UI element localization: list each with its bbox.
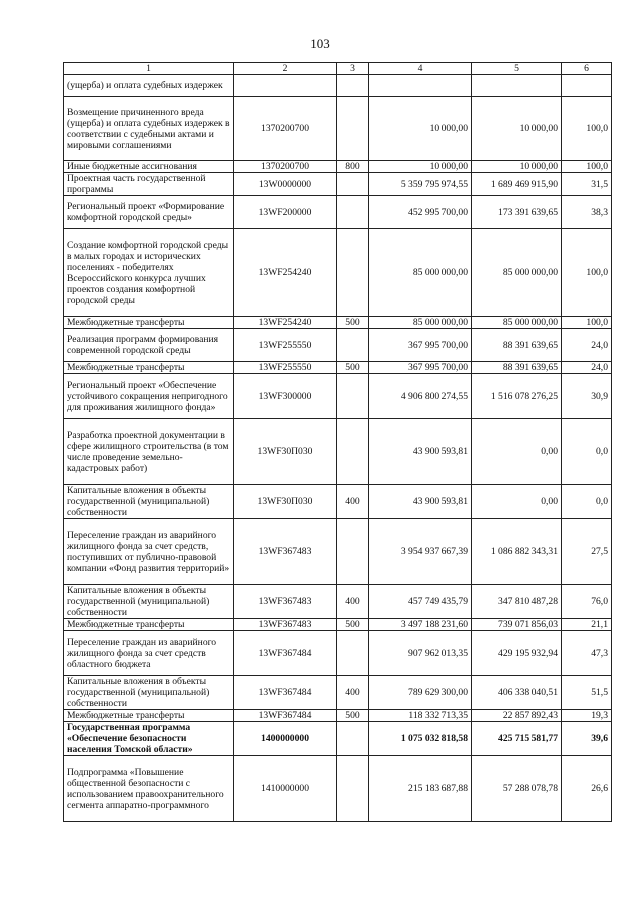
column-header: 1 [64,63,234,75]
target-code-cell: 13WF255550 [234,329,337,362]
table-row [64,196,612,229]
expense-type-cell [337,97,369,161]
actual-amount-cell: 88 391 639,65 [472,329,562,362]
execution-percent-cell: 24,0 [562,329,612,362]
actual-amount-cell: 10 000,00 [472,161,562,173]
planned-amount-cell: 10 000,00 [369,97,472,161]
actual-amount-cell: 85 000 000,00 [472,229,562,317]
table-row [64,329,612,362]
table-row [64,173,612,196]
expense-type-cell: 400 [337,676,369,710]
actual-amount-cell: 1 086 882 343,31 [472,519,562,585]
expense-type-cell [337,196,369,229]
item-name-cell: Подпрограмма «Повышение общественной безопасности с использованием правоохранительного сегмента аппаратно-программного [64,756,234,822]
target-code-cell: 13WF254240 [234,229,337,317]
target-code-cell: 1370200700 [234,97,337,161]
actual-amount-cell: 0,00 [472,419,562,485]
item-name-cell: Капитальные вложения в объекты государственной (муниципальной) собственности [64,585,234,619]
item-name-cell: Разработка проектной документации в сфере жилищного строительства (в том числе проведение земельно-кадастровых работ) [64,419,234,485]
table-row [64,317,612,329]
item-name-cell: Межбюджетные трансферты [64,362,234,374]
table-row [64,722,612,756]
budget-table [63,62,612,822]
expense-type-cell [337,329,369,362]
actual-amount-cell: 173 391 639,65 [472,196,562,229]
expense-type-cell [337,631,369,676]
execution-percent-cell: 26,6 [562,756,612,822]
planned-amount-cell: 367 995 700,00 [369,329,472,362]
execution-percent-cell: 0,0 [562,419,612,485]
item-name-cell: Реализация программ формирования современной городской среды [64,329,234,362]
actual-amount-cell: 57 288 078,78 [472,756,562,822]
target-code-cell [234,75,337,97]
table-row [64,419,612,485]
planned-amount-cell: 215 183 687,88 [369,756,472,822]
table-row [64,485,612,519]
actual-amount-cell: 85 000 000,00 [472,317,562,329]
item-name-cell: Межбюджетные трансферты [64,317,234,329]
column-header: 2 [234,63,337,75]
actual-amount-cell: 347 810 487,28 [472,585,562,619]
table-row [64,619,612,631]
expense-type-cell [337,722,369,756]
planned-amount-cell: 452 995 700,00 [369,196,472,229]
planned-amount-cell: 4 906 800 274,55 [369,374,472,419]
execution-percent-cell: 31,5 [562,173,612,196]
column-header: 3 [337,63,369,75]
table-row [64,676,612,710]
item-name-cell: Возмещение причиненного вреда (ущерба) и оплата судебных издержек в соответствии с судебными актами и мировыми соглашениями [64,97,234,161]
item-name-cell: Проектная часть государственной программы [64,173,234,196]
target-code-cell: 13WF300000 [234,374,337,419]
actual-amount-cell: 739 071 856,03 [472,619,562,631]
actual-amount-cell: 1 516 078 276,25 [472,374,562,419]
expense-type-cell: 500 [337,362,369,374]
expense-type-cell: 500 [337,317,369,329]
expense-type-cell [337,756,369,822]
expense-type-cell: 400 [337,585,369,619]
expense-type-cell: 500 [337,710,369,722]
execution-percent-cell: 100,0 [562,317,612,329]
expense-type-cell [337,75,369,97]
target-code-cell: 13WF367483 [234,585,337,619]
item-name-cell: Межбюджетные трансферты [64,619,234,631]
table-row [64,362,612,374]
target-code-cell: 13WF30П030 [234,419,337,485]
item-name-cell: Государственная программа «Обеспечение безопасности населения Томской области» [64,722,234,756]
planned-amount-cell: 43 900 593,81 [369,419,472,485]
table-row [64,97,612,161]
target-code-cell: 13WF367483 [234,519,337,585]
target-code-cell: 13WF367483 [234,619,337,631]
execution-percent-cell: 76,0 [562,585,612,619]
item-name-cell: Иные бюджетные ассигнования [64,161,234,173]
execution-percent-cell: 39,6 [562,722,612,756]
execution-percent-cell: 100,0 [562,229,612,317]
table-row [64,374,612,419]
execution-percent-cell: 19,3 [562,710,612,722]
table-row [64,585,612,619]
item-name-cell: Капитальные вложения в объекты государственной (муниципальной) собственности [64,676,234,710]
planned-amount-cell: 3 954 937 667,39 [369,519,472,585]
expense-type-cell: 800 [337,161,369,173]
expense-type-cell [337,419,369,485]
planned-amount-cell: 789 629 300,00 [369,676,472,710]
planned-amount-cell: 1 075 032 818,58 [369,722,472,756]
target-code-cell: 13WF367484 [234,710,337,722]
planned-amount-cell: 43 900 593,81 [369,485,472,519]
execution-percent-cell: 0,0 [562,485,612,519]
item-name-cell: Создание комфортной городской среды в малых городах и исторических поселениях - победителях Всероссийского конкурса лучших проектов создания комфортной городской среды [64,229,234,317]
table-row [64,519,612,585]
actual-amount-cell: 88 391 639,65 [472,362,562,374]
planned-amount-cell: 85 000 000,00 [369,317,472,329]
item-name-cell: Межбюджетные трансферты [64,710,234,722]
target-code-cell: 13WF367484 [234,676,337,710]
actual-amount-cell: 406 338 040,51 [472,676,562,710]
planned-amount-cell: 5 359 795 974,55 [369,173,472,196]
expense-type-cell: 500 [337,619,369,631]
execution-percent-cell: 100,0 [562,161,612,173]
execution-percent-cell: 27,5 [562,519,612,585]
item-name-cell: Региональный проект «Формирование комфортной городской среды» [64,196,234,229]
actual-amount-cell: 429 195 932,94 [472,631,562,676]
actual-amount-cell: 10 000,00 [472,97,562,161]
expense-type-cell [337,173,369,196]
execution-percent-cell: 51,5 [562,676,612,710]
table-row [64,756,612,822]
column-header: 5 [472,63,562,75]
table-row [64,710,612,722]
target-code-cell: 13WF254240 [234,317,337,329]
actual-amount-cell: 0,00 [472,485,562,519]
expense-type-cell [337,519,369,585]
planned-amount-cell: 85 000 000,00 [369,229,472,317]
execution-percent-cell: 47,3 [562,631,612,676]
planned-amount-cell: 457 749 435,79 [369,585,472,619]
target-code-cell: 13WF30П030 [234,485,337,519]
target-code-cell: 13WF367484 [234,631,337,676]
execution-percent-cell: 21,1 [562,619,612,631]
execution-percent-cell: 100,0 [562,97,612,161]
column-header: 4 [369,63,472,75]
table-row [64,75,612,97]
target-code-cell: 1410000000 [234,756,337,822]
item-name-cell: Переселение граждан из аварийного жилищного фонда за счет средств, поступивших от публично-правовой компании «Фонд развития территорий» [64,519,234,585]
planned-amount-cell: 118 332 713,35 [369,710,472,722]
column-header: 6 [562,63,612,75]
expense-type-cell [337,229,369,317]
planned-amount-cell: 10 000,00 [369,161,472,173]
target-code-cell: 1400000000 [234,722,337,756]
planned-amount-cell: 907 962 013,35 [369,631,472,676]
execution-percent-cell [562,75,612,97]
planned-amount-cell [369,75,472,97]
execution-percent-cell: 30,9 [562,374,612,419]
table-row [64,161,612,173]
expense-type-cell [337,374,369,419]
actual-amount-cell [472,75,562,97]
target-code-cell: 13W0000000 [234,173,337,196]
item-name-cell: Капитальные вложения в объекты государственной (муниципальной) собственности [64,485,234,519]
execution-percent-cell: 24,0 [562,362,612,374]
item-name-cell: (ущерба) и оплата судебных издержек [64,75,234,97]
table-row [64,229,612,317]
table-body [64,75,612,822]
expense-type-cell: 400 [337,485,369,519]
item-name-cell: Региональный проект «Обеспечение устойчивого сокращения непригодного для проживания жилищного фонда» [64,374,234,419]
actual-amount-cell: 425 715 581,77 [472,722,562,756]
page-number: 103 [310,36,330,51]
item-name-cell: Переселение граждан из аварийного жилищного фонда за счет средств областного бюджета [64,631,234,676]
actual-amount-cell: 1 689 469 915,90 [472,173,562,196]
planned-amount-cell: 3 497 188 231,60 [369,619,472,631]
target-code-cell: 13WF255550 [234,362,337,374]
target-code-cell: 1370200700 [234,161,337,173]
target-code-cell: 13WF200000 [234,196,337,229]
actual-amount-cell: 22 857 892,43 [472,710,562,722]
header-row [64,63,612,75]
execution-percent-cell: 38,3 [562,196,612,229]
planned-amount-cell: 367 995 700,00 [369,362,472,374]
table-row [64,631,612,676]
